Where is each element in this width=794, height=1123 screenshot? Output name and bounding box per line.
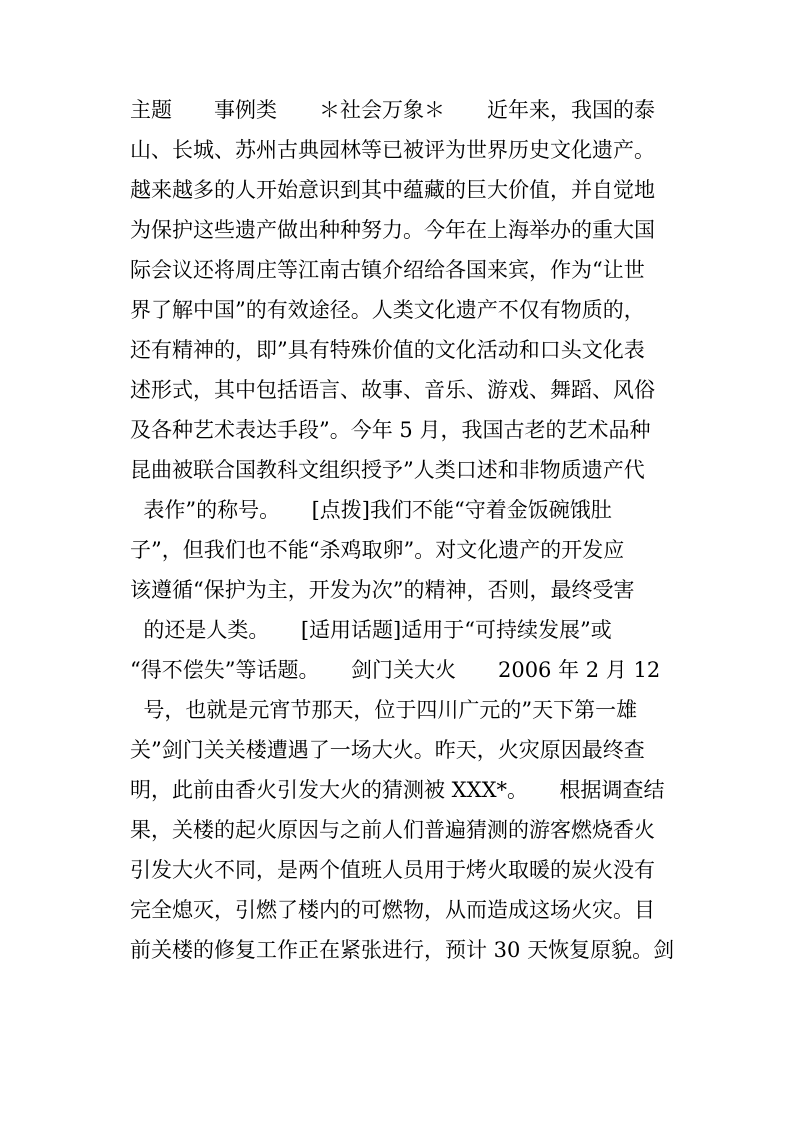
text-line-22: 前关楼的修复工作正在紧张进行，预计 30 天恢复原貌。剑 — [130, 938, 675, 962]
text-line-8: 述形式，其中包括语言、故事、音乐、游戏、舞蹈、风俗 — [130, 378, 655, 402]
text-line-17: 关”剑门关关楼遭遇了一场大火。昨天，火灾原因最终查 — [130, 738, 645, 762]
text-line-7: 还有精神的，即”具有特殊价值的文化活动和口头文化表 — [130, 338, 645, 362]
text-line-6: 界了解中国”的有效途径。人类文化遗产不仅有物质的， — [130, 298, 645, 322]
text-line-2: 山、长城、苏州古典园林等已被评为世界历史文化遗产。 — [130, 138, 655, 162]
text-line-11: 表作”的称号。 [点拨]我们不能“守着金饭碗饿肚 — [130, 498, 612, 522]
text-line-16: 号，也就是元宵节那天，位于四川广元的”天下第一雄 — [130, 698, 638, 722]
text-line-12: 子”，但我们也不能“杀鸡取卵”。对文化遗产的开发应 — [130, 538, 625, 562]
text-line-14: 的还是人类。 [适用话题]适用于“可持续发展”或 — [130, 618, 612, 642]
text-line-10: 昆曲被联合国教科文组织授予”人类口述和非物质遗产代 — [130, 458, 645, 482]
text-line-1: 主题 事例类 ＊社会万象＊ 近年来，我国的泰 — [130, 98, 655, 122]
text-line-21: 完全熄灭，引燃了楼内的可燃物，从而造成这场火灾。目 — [130, 898, 655, 922]
text-line-15: “得不偿失”等话题。 剑门关大火 2006 年 2 月 12 — [130, 658, 661, 682]
text-line-5: 际会议还将周庄等江南古镇介绍给各国来宾，作为“让世 — [130, 258, 645, 282]
text-line-3: 越来越多的人开始意识到其中蕴藏的巨大价值，并自觉地 — [130, 178, 655, 202]
text-line-13: 该遵循“保护为主，开发为次”的精神，否则，最终受害 — [130, 578, 635, 602]
text-line-19: 果，关楼的起火原因与之前人们普遍猜测的游客燃烧香火 — [130, 818, 655, 842]
text-line-18: 明，此前由香火引发大火的猜测被 XXX*。 根据调查结 — [130, 778, 665, 802]
text-line-9: 及各种艺术表达手段”。今年 5 月，我国古老的艺术品种 — [130, 418, 651, 442]
text-line-4: 为保护这些遗产做出种种努力。今年在上海举办的重大国 — [130, 218, 655, 242]
text-line-20: 引发大火不同，是两个值班人员用于烤火取暖的炭火没有 — [130, 858, 655, 882]
